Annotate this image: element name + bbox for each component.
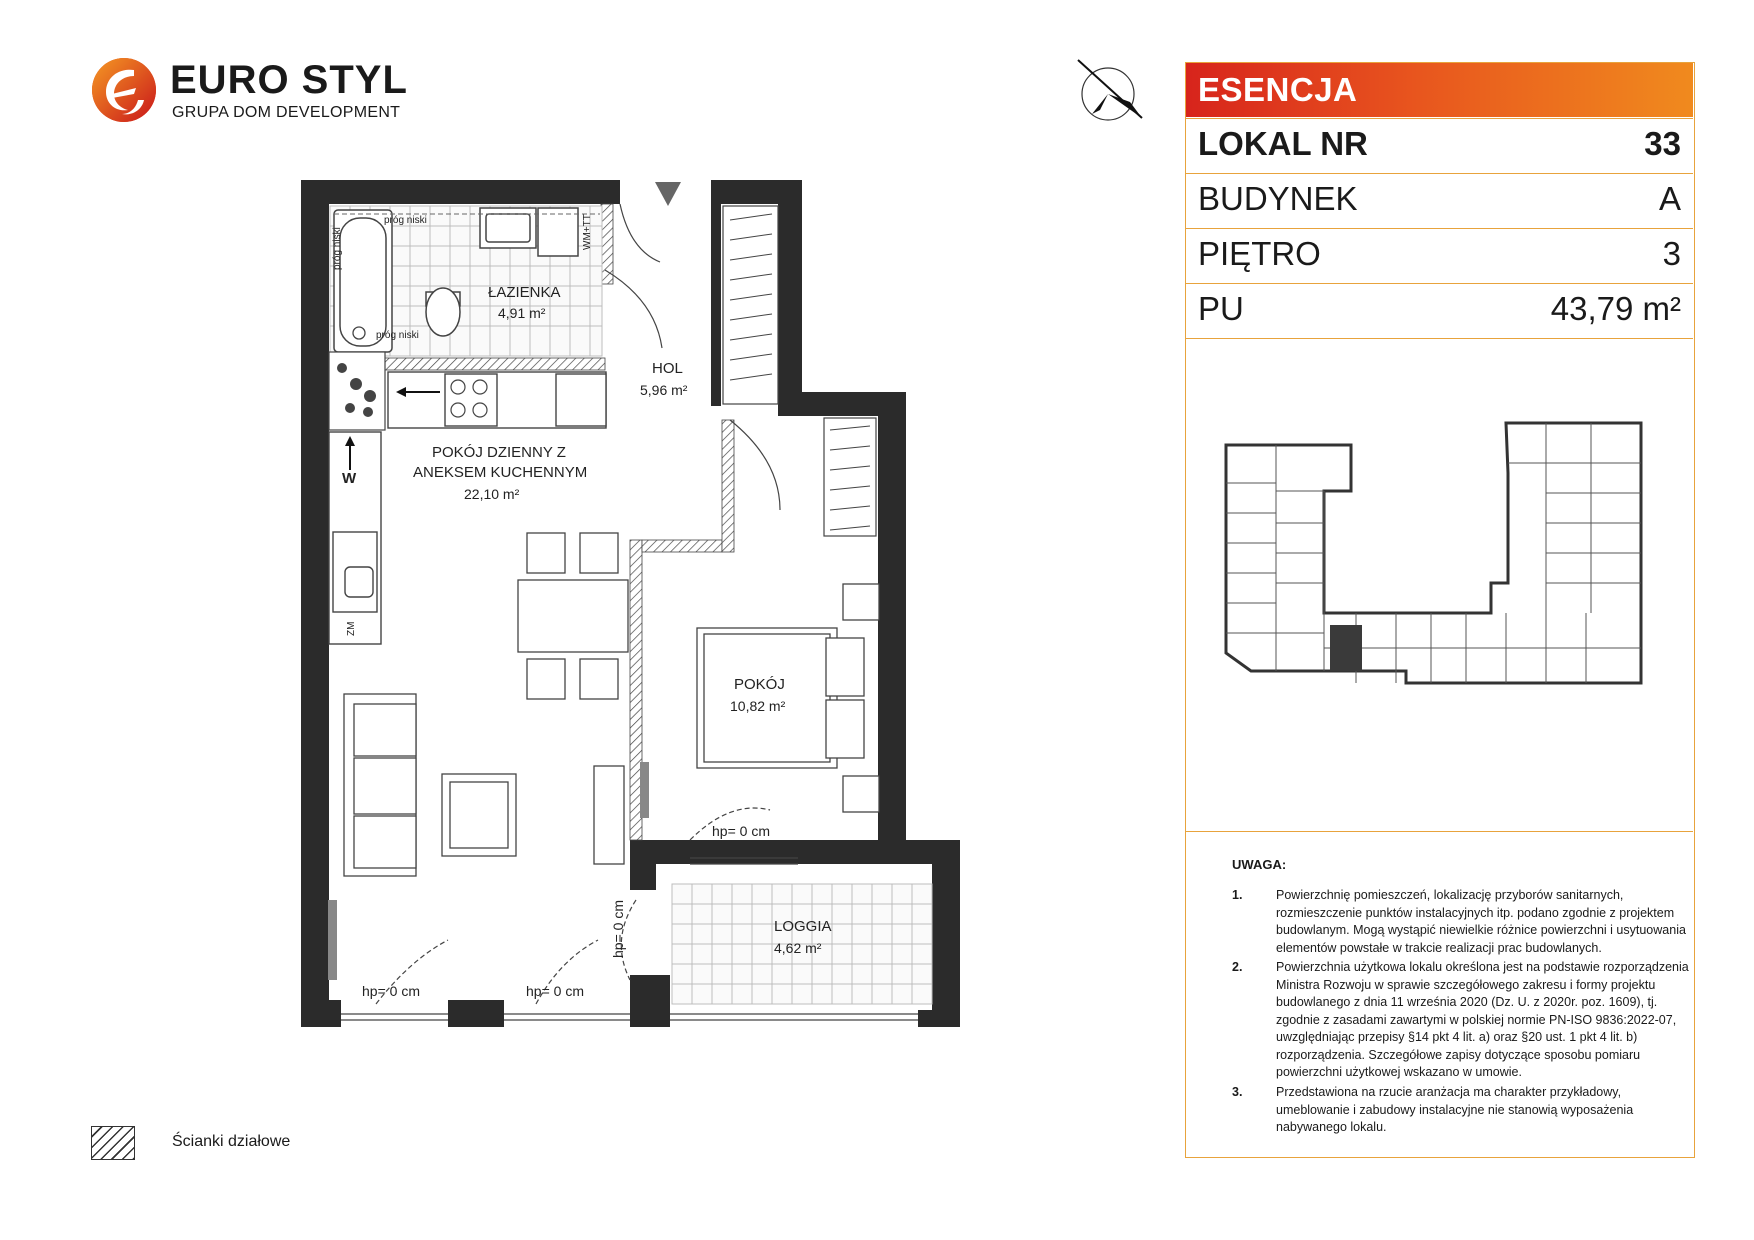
note-text: Powierzchnię pomieszczeń, lokalizację przyborów sanitarnych, rozmieszczenie punktów instalacyjnych itp. podano zgodnie z projektem budowlanym. Mogą wystąpić niewielkie różnice powierzchni i usytuowania elementów powstałe w trakcie realizacji prac budowlanych. (1276, 888, 1686, 955)
north-compass-icon (1070, 56, 1150, 126)
apartment-info-panel (1185, 62, 1695, 1158)
room-label-bathroom: ŁAZIENKA (488, 284, 561, 301)
notes-title: UWAGA: (1232, 857, 1287, 872)
note-number: 3. (1232, 1085, 1243, 1099)
legend-label: Ścianki działowe (172, 1133, 291, 1150)
room-label-bedroom: POKÓJ (734, 676, 785, 693)
info-value: 43,79 m² (1550, 290, 1681, 327)
note-number: 2. (1232, 960, 1243, 974)
washing-machine-note: WM+TT (582, 214, 593, 250)
room-label-hall: HOL (652, 360, 683, 377)
ventilation-note: W (342, 470, 357, 487)
room-label-living-room: POKÓJ DZIENNY Z (432, 444, 566, 461)
info-value: A (1658, 180, 1681, 217)
room-area-bedroom: 10,82 m² (730, 698, 786, 714)
threshold-note: próg niski (376, 330, 419, 341)
info-row-floor (1186, 228, 1693, 283)
info-label: BUDYNEK (1198, 180, 1358, 217)
unit-location-marker (1330, 625, 1362, 671)
note-text: Powierzchnia użytkowa lokalu określona jest na podstawie rozporządzenia Ministra Rozwoju w sprawie szczegółowego zakresu i formy projektu budowlanego z dnia 11 września 2020 (Dz. U. z 2020r. poz. 1609), tj. zgodnie z zasadami zawartymi w polskiej normie PN-ISO 9836:2022-07, uwzględniając przepisy §14 pkt 4 lit. a) oraz §20 ust. 1 pkt 4 lit. b) rozporządzenia. Szczegółowe zapisy dotyczące sposobu pomiaru powierzchni użytkowej wskazano w umowie. (1276, 960, 1689, 1079)
room-area-loggia: 4,62 m² (774, 940, 822, 956)
partition-wall-swatch (91, 1126, 135, 1160)
info-value: 33 (1644, 125, 1681, 162)
room-area-living-room: 22,10 m² (464, 486, 520, 502)
info-row-separator (1186, 338, 1693, 339)
brand-subtitle: GRUPA DOM DEVELOPMENT (172, 104, 401, 121)
brand-name: EURO STYL (170, 58, 408, 102)
dishwasher-note: ZM (346, 621, 357, 636)
info-label: PIĘTRO (1198, 235, 1321, 272)
room-label-living-room-line2: ANEKSEM KUCHENNYM (413, 464, 588, 481)
hp-label: hp= 0 cm (526, 983, 584, 999)
room-area-bathroom: 4,91 m² (498, 305, 546, 321)
note-1 (1232, 887, 1686, 959)
note-number: 1. (1232, 888, 1243, 902)
info-label: LOKAL NR (1198, 125, 1368, 162)
hp-label: hp= 0 cm (362, 983, 420, 999)
project-name: ESENCJA (1186, 63, 1693, 117)
info-row-building (1186, 173, 1693, 228)
info-value: 3 (1662, 235, 1681, 272)
notes-separator (1186, 831, 1693, 832)
room-label-loggia: LOGGIA (774, 918, 832, 935)
building-key-plan (1216, 413, 1676, 723)
info-row-area (1186, 283, 1693, 338)
threshold-note: próg niski (384, 215, 427, 226)
note-text: Przedstawiona na rzucie aranżacja ma charakter przykładowy, umeblowanie i zabudowy instalacyjne nie stanowią wyposażenia nabywanego lokalu. (1276, 1085, 1634, 1134)
info-label: PU (1198, 290, 1244, 327)
hp-label: hp= 0 cm (610, 900, 626, 958)
threshold-note: próg niski (332, 227, 343, 270)
info-row-unit (1186, 118, 1693, 173)
note-2 (1232, 959, 1689, 1083)
hp-label: hp= 0 cm (712, 823, 770, 839)
note-3 (1232, 1084, 1672, 1144)
room-area-hall: 5,96 m² (640, 382, 688, 398)
